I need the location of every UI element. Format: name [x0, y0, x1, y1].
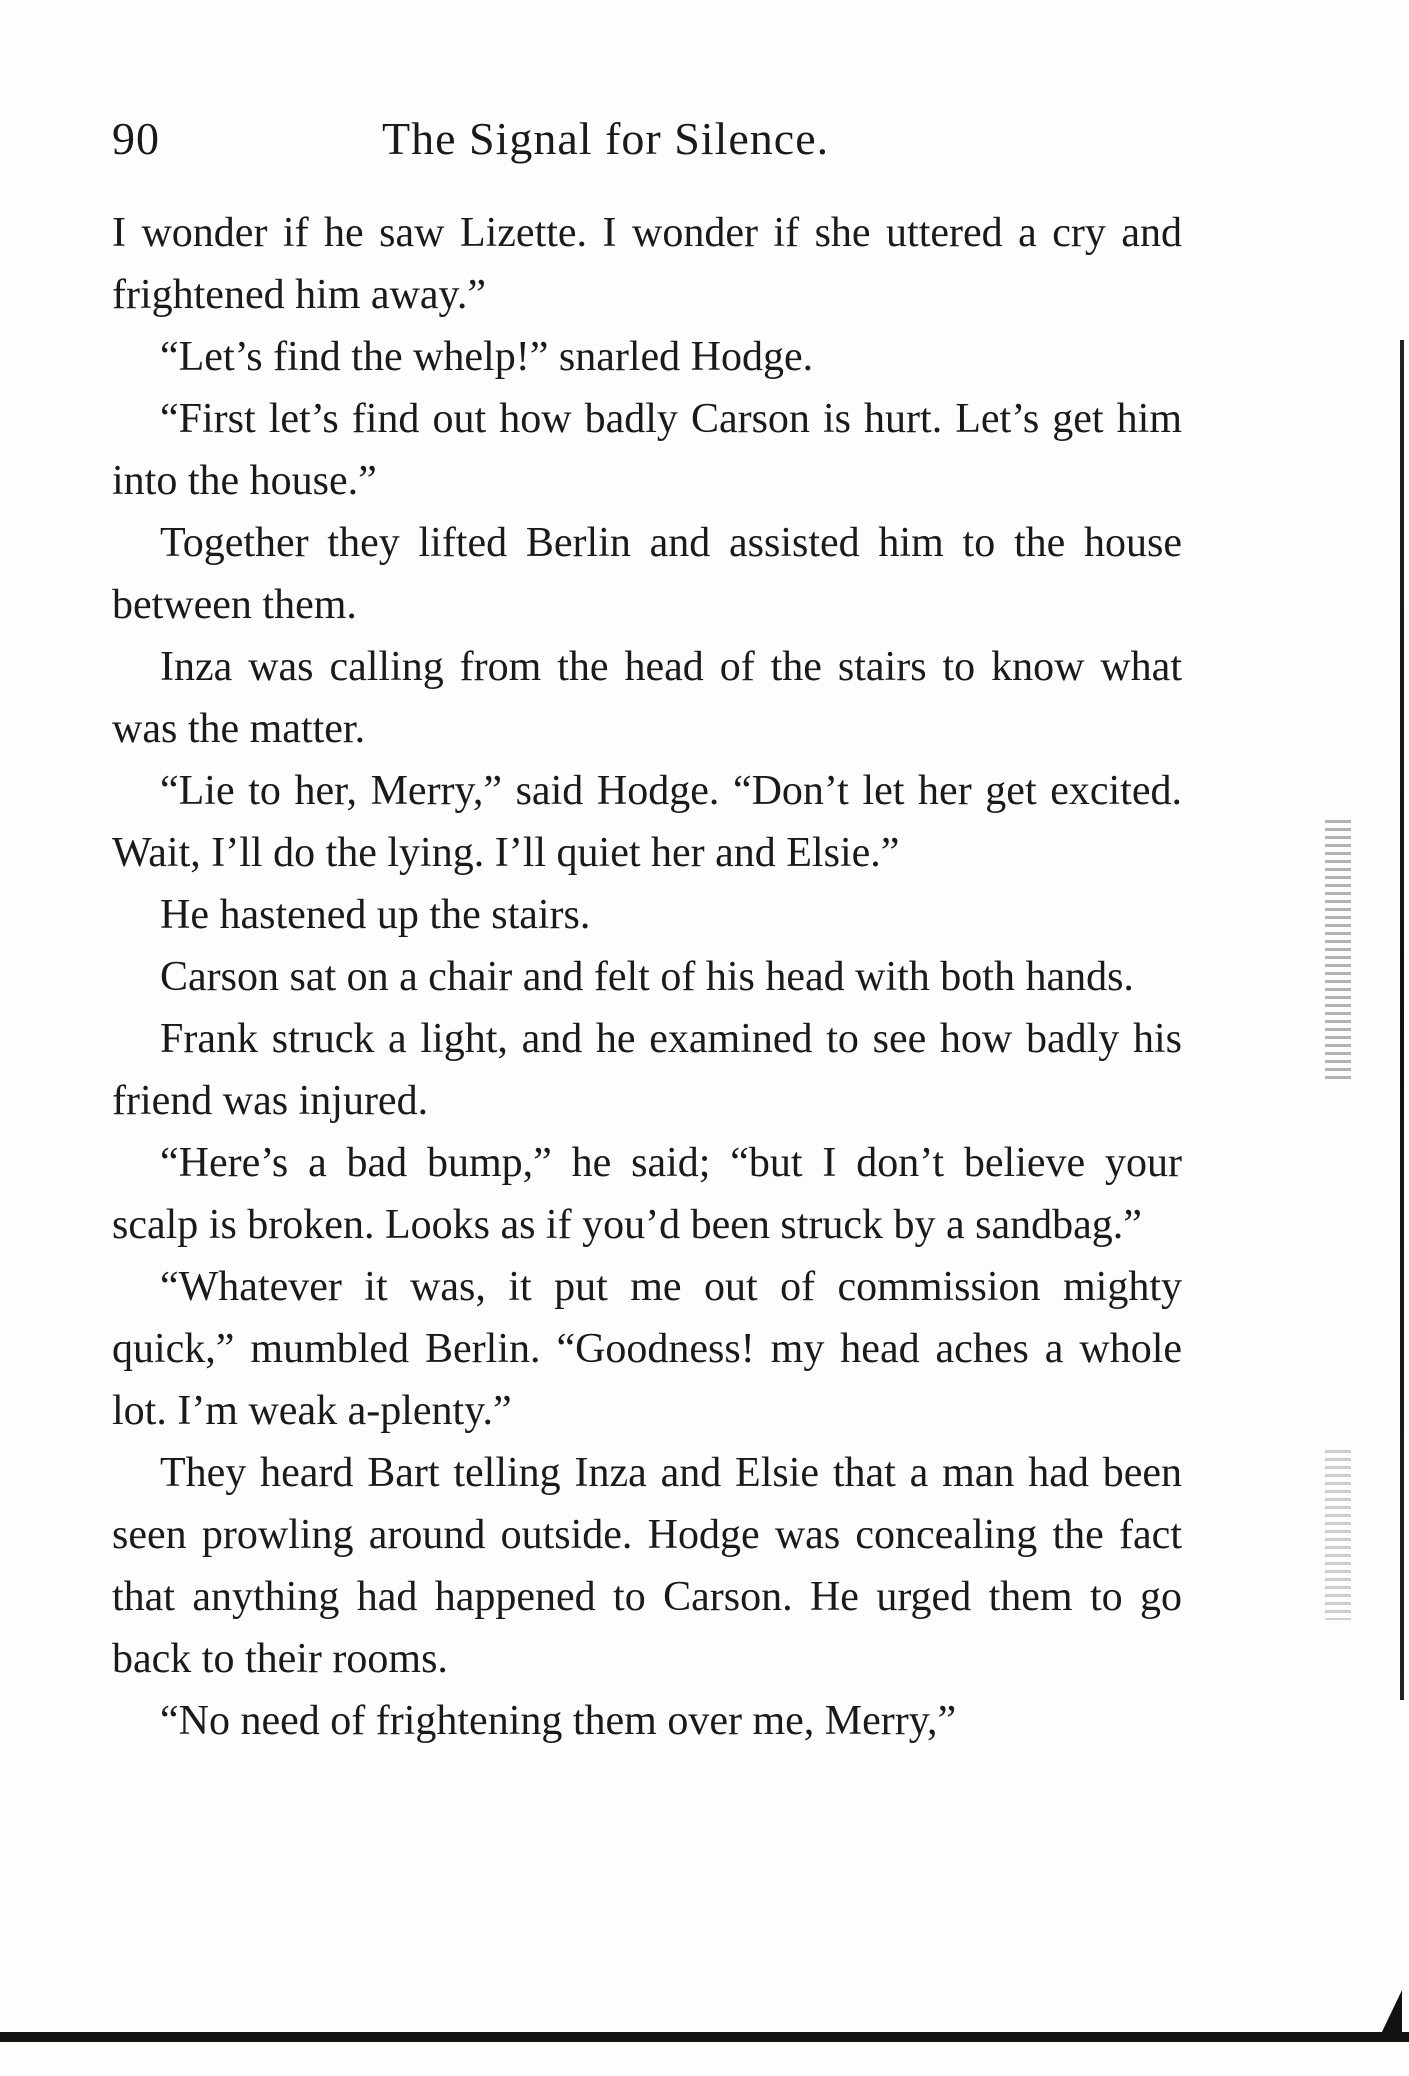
page-header: [112, 112, 1182, 172]
corner-edge-mark: [1380, 1990, 1402, 2036]
page-edge-shadow: [1400, 340, 1404, 1700]
bottom-edge-rule: [0, 2032, 1409, 2042]
paragraph: I wonder if he saw Lizette. I wonder if she uttered a cry and frightened him away.”: [112, 210, 1182, 318]
paragraph: He hastened up the stairs.: [160, 892, 591, 938]
paragraph: “Lie to her, Merry,” said Hodge. “Don’t let her get excited. Wait, I’ll do the lying. I’ll quiet her and Elsie.”: [112, 768, 1182, 876]
paragraph: They heard Bart telling Inza and Elsie that a man had been seen prowling around outside. Hodge was concealing the fact that anything had happened to Carson. He urged them to go back to their rooms.: [112, 1450, 1182, 1682]
paragraph: “Whatever it was, it put me out of commission mighty quick,” mumbled Berlin. “Goodness! my head aches a whole lot. I’m weak a-plenty.”: [112, 1264, 1182, 1434]
scan-speckle: [1325, 820, 1351, 1080]
paragraph: Together they lifted Berlin and assisted him to the house between them.: [112, 520, 1182, 628]
paragraph: “Here’s a bad bump,” he said; “but I don’t believe your scalp is broken. Looks as if you’d been struck by a sandbag.”: [112, 1140, 1182, 1248]
body-text: [112, 202, 1182, 1752]
paragraph: “Let’s find the whelp!” snarled Hodge.: [160, 334, 814, 380]
running-title: The Signal for Silence.: [382, 113, 830, 164]
paragraph: Frank struck a light, and he examined to see how badly his friend was injured.: [112, 1016, 1182, 1124]
paragraph: Carson sat on a chair and felt of his head with both hands.: [160, 954, 1134, 1000]
paragraph: “First let’s find out how badly Carson is hurt. Let’s get him into the house.”: [112, 396, 1182, 504]
scan-speckle: [1325, 1450, 1351, 1620]
paragraph: “No need of frightening them over me, Merry,”: [160, 1698, 957, 1744]
paragraph: Inza was calling from the head of the stairs to know what was the matter.: [112, 644, 1182, 752]
page-number: 90: [112, 113, 160, 164]
